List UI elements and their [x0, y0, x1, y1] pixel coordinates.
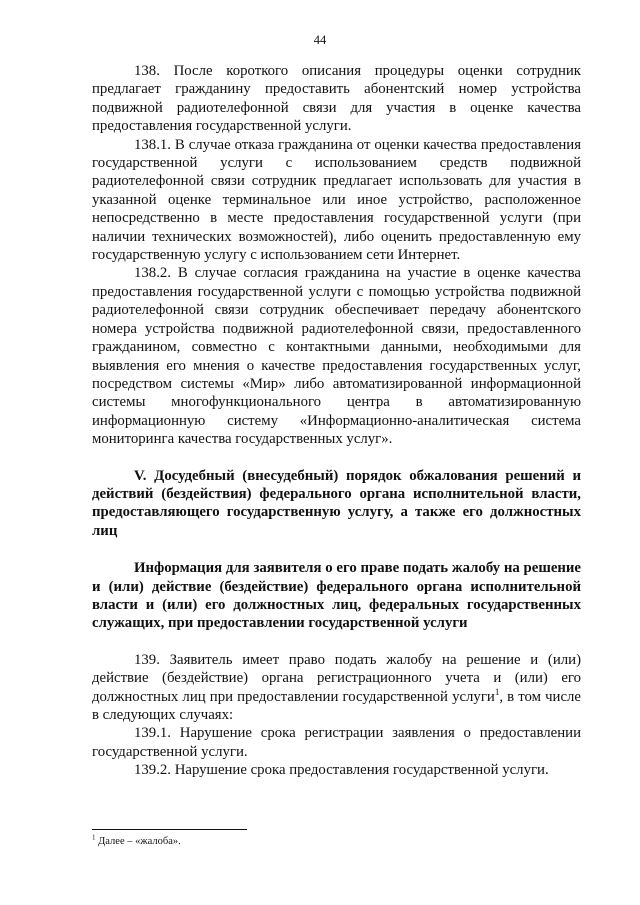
page-content [92, 62, 581, 780]
paragraph-138-2: 138.2. В случае согласия гражданина на участие в оценке качества предоставления государственной услуги с помощью устройства подвижной радиотелефонной связи сотрудник обеспечивает передачу абонентского номера устройства подвижной радиотелефонной связи, предоставленного гражданином, совместно с контактными данными, необходимыми для выявления его мнения о качестве предоставления государственных услуг, посредством системы «Мир» либо автоматизированной информационной системы многофункционального центра в автоматизированную информационную систему «Информационно-аналитическая система мониторинга качества государственных услуг». [92, 265, 581, 448]
footnote-mark: 1 [92, 833, 96, 842]
paragraph-139-2: 139.2. Нарушение срока предоставления государственной услуги. [134, 762, 549, 779]
footnote-separator [92, 829, 247, 830]
paragraph-139 [92, 651, 581, 725]
paragraph-139-text: 139. Заявитель имеет право подать жалобу на решение и (или) действие (бездействие) органа регистрационного учета и (или) его должностных лиц при предоставлении государственной услуги [92, 651, 581, 705]
subsection-heading: Информация для заявителя о его праве подать жалобу на решение и (или) действие (бездействие) федерального органа исполнительной власти и (или) его должностных лиц, федеральных государственных служащих, при предоставлении государственной услуги [92, 560, 581, 632]
paragraph-138: 138. После короткого описания процедуры оценки сотрудник предлагает гражданину предоставить абонентский номер устройства подвижной радиотелефонной связи для участия в оценке качества предоставления государственной услуги. [92, 63, 581, 135]
footnote [92, 835, 392, 848]
section-heading: V. Досудебный (внесудебный) порядок обжалования решений и действий (бездействия) федерального органа исполнительной власти, предоставляющего государственную услугу, а также его должностных лиц [92, 467, 581, 539]
paragraph-138-1: 138.1. В случае отказа гражданина от оценки качества предоставления государственной услуги с использованием средств подвижной радиотелефонной связи сотрудник предлагает использовать для участия в указанной оценке терминальное или иное устройство, расположенное непосредственно в месте предоставления государственной услуги (при наличии технических возможностей), либо оценить предоставленную ему государственную услугу с использованием сети Интернет. [92, 136, 581, 264]
paragraph-139-1: 139.1. Нарушение срока регистрации заявления о предоставлении государственной услуги. [92, 725, 581, 760]
footnote-text: Далее – «жалоба». [95, 836, 181, 847]
page-number: 44 [313, 33, 327, 47]
footnote-reference[interactable]: 1 [494, 686, 500, 697]
paragraph-139-tail: , в том числе в следующих случаях: [92, 688, 581, 723]
